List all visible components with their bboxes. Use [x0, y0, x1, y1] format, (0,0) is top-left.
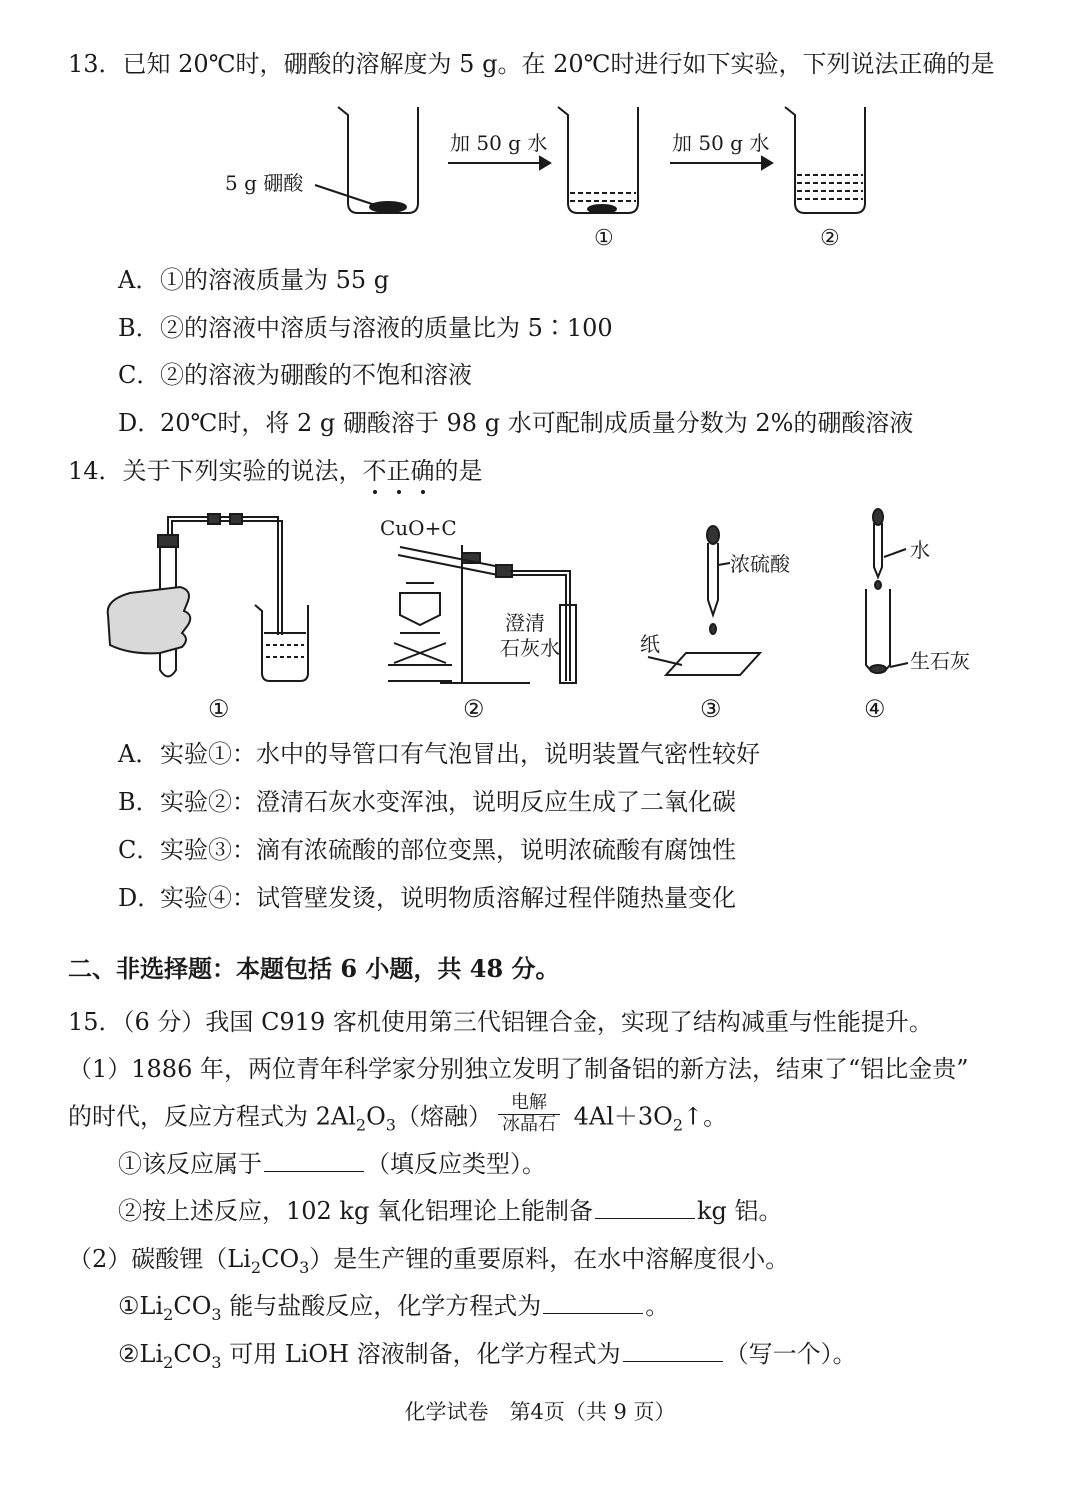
quicklime-label: 生石灰 [910, 649, 970, 673]
option-text: 20℃时，将 2 g 硼酸溶于 98 g 水可配制成质量分数为 2%的硼酸溶液 [160, 409, 914, 437]
text: ①该反应属于 [118, 1150, 262, 1178]
option-letter: B． [118, 788, 160, 816]
q15-part1-line2 [68, 1092, 728, 1139]
experiment3-apparatus [648, 526, 760, 675]
water-label: 水 [910, 538, 930, 562]
q15-part2-sub1 [118, 1292, 669, 1324]
answer-blank[interactable] [264, 1151, 364, 1172]
q15-part2 [68, 1245, 789, 1277]
q13-option-d[interactable] [118, 409, 913, 438]
limewater-label-2: 石灰水 [500, 636, 560, 660]
experiment1-label: ① [208, 695, 230, 723]
q13-figure [210, 95, 910, 255]
text: kg 铝。 [696, 1197, 783, 1225]
subscript: 3 [385, 1115, 396, 1135]
option-letter: A． [118, 266, 160, 294]
experiment2-apparatus [388, 545, 576, 683]
reaction-condition [498, 1093, 560, 1135]
q15-sub1 [118, 1150, 546, 1179]
q14-stem-a: 14．关于下列实验的说法， [68, 457, 363, 485]
q14-emph-char: 不 [362, 457, 387, 485]
option-text: 实验④：试管壁发烫，说明物质溶解过程伴随热量变化 [160, 884, 736, 912]
subscript: 2 [250, 1257, 262, 1277]
experiment2-label: ② [463, 695, 485, 723]
text: （填反应类型）。 [366, 1150, 546, 1178]
option-text: 实验②：澄清石灰水变浑浊，说明反应生成了二氧化碳 [160, 788, 736, 816]
beaker-2 [785, 107, 865, 213]
page-footer: 化学试卷 第4页（共 9 页） [404, 1400, 676, 1424]
q14-emph-char: 确 [410, 457, 435, 485]
option-letter: C． [118, 836, 161, 864]
text: ↑。 [683, 1102, 728, 1131]
option-text: ②的溶液为硼酸的不饱和溶液 [160, 361, 472, 389]
arrow1 [448, 157, 550, 169]
q14-option-a[interactable] [118, 740, 760, 769]
beaker-1 [558, 107, 638, 213]
experiment4-apparatus [866, 509, 908, 673]
option-text: ②的溶液中溶质与溶液的质量比为 5∶100 [160, 314, 613, 342]
q15-part1-line1: （1）1886 年，两位青年科学家分别独立发明了制备铝的新方法，结束了“铝比金贵” [68, 1055, 969, 1083]
option-text: 实验①：水中的导管口有气泡冒出，说明装置气密性较好 [160, 740, 760, 768]
text: ②按上述反应，102 kg 氧化铝理论上能制备 [118, 1197, 593, 1225]
subscript: 3 [299, 1257, 310, 1277]
experiment1-apparatus [108, 514, 308, 681]
q14-emph-char: 正 [386, 457, 411, 485]
option-letter: D． [118, 409, 162, 437]
text: ②Li [118, 1340, 164, 1368]
option-text: 实验③：滴有浓硫酸的部位变黑，说明浓硫酸有腐蚀性 [160, 836, 736, 864]
subscript: 2 [672, 1115, 684, 1135]
q14-stem [68, 457, 483, 486]
q13-option-b[interactable] [118, 314, 613, 343]
section2-heading: 二、非选择题：本题包括 6 小题，共 48 分。 [68, 954, 560, 983]
text: 可用 LiOH 溶液制备，化学方程式为 [221, 1340, 621, 1368]
condition-bottom: 冰晶石 [501, 1113, 556, 1135]
option-letter: D． [118, 884, 162, 912]
condition-top: 电解 [510, 1092, 547, 1113]
arrow2-label: 加 50 g 水 [672, 131, 770, 155]
paper-label: 纸 [640, 632, 660, 656]
subscript: 3 [211, 1352, 222, 1372]
text: ）是生产锂的重要原料，在水中溶解度很小。 [309, 1245, 790, 1273]
text: （写一个）。 [724, 1340, 857, 1368]
text: CO [173, 1340, 212, 1368]
q15-part2-sub2 [118, 1340, 857, 1372]
q15-stem: 15．（6 分）我国 C919 客机使用第三代铝锂合金，实现了结构减重与性能提升。 [68, 1008, 933, 1036]
answer-blank[interactable] [595, 1198, 695, 1219]
q14-option-d[interactable] [118, 884, 736, 913]
text: （熔融） [395, 1102, 492, 1131]
option-text: ①的溶液质量为 55 g [160, 266, 390, 294]
text: 能与盐酸反应，化学方程式为 [221, 1292, 542, 1320]
q13-option-a[interactable] [118, 266, 389, 295]
q14-stem-b: 的是 [434, 457, 483, 485]
cuo-c-label: CuO+C [380, 516, 457, 540]
subscript: 2 [163, 1352, 174, 1372]
beaker1-label: ① [594, 226, 614, 251]
q15-sub2 [118, 1197, 783, 1226]
experiment4-label: ④ [864, 695, 886, 723]
q14-option-b[interactable] [118, 788, 736, 817]
q14-option-c[interactable] [118, 836, 736, 865]
acid-label: 浓硫酸 [730, 552, 790, 576]
label-acid: 5 g 硼酸 [225, 171, 304, 195]
text: O [366, 1102, 386, 1131]
answer-blank[interactable] [623, 1341, 723, 1362]
option-letter: A． [118, 740, 160, 768]
beaker2-label: ② [820, 226, 840, 251]
text: 4Al＋3O [565, 1102, 673, 1131]
q13-stem: 13．已知 20℃时，硼酸的溶解度为 5 g。在 20℃时进行如下实验，下列说法正确的是 [68, 50, 995, 78]
text: CO [261, 1245, 300, 1273]
beaker-with-acid [315, 107, 418, 213]
subscript: 2 [355, 1115, 367, 1135]
text: ①Li [118, 1292, 164, 1320]
arrow1-label: 加 50 g 水 [450, 131, 548, 155]
text: 的时代，反应方程式为 2Al [68, 1102, 356, 1131]
q14-figure [100, 505, 1000, 725]
q13-option-c[interactable] [118, 361, 472, 390]
text: （2）碳酸锂（Li [68, 1245, 251, 1273]
limewater-label-1: 澄清 [505, 611, 545, 635]
experiment3-label: ③ [700, 695, 722, 723]
text: 。 [645, 1292, 670, 1320]
text: CO [173, 1292, 212, 1320]
answer-blank[interactable] [543, 1293, 643, 1314]
subscript: 2 [163, 1304, 174, 1324]
subscript: 3 [211, 1304, 222, 1324]
arrow2 [670, 157, 772, 169]
option-letter: B． [118, 314, 160, 342]
option-letter: C． [118, 361, 161, 389]
